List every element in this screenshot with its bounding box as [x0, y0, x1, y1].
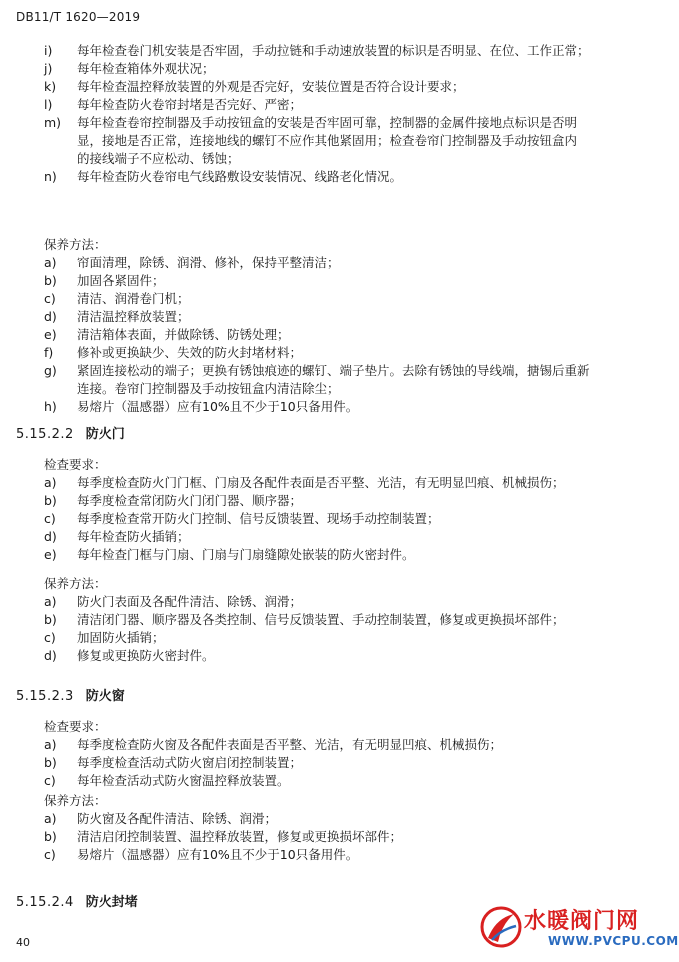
list-item-label: f) [44, 345, 54, 360]
list-item-label: b) [44, 493, 57, 508]
list-item-label: c) [44, 773, 56, 788]
section-heading-fire-sealing [16, 894, 138, 912]
list-item-text: 清洁、润滑卷门机； [77, 291, 190, 306]
section-number: 5.15.2.4 [16, 895, 74, 910]
list-item-label: i) [44, 43, 53, 58]
list-item-text: 每季度检查常闭防火门闭门器、顺序器； [77, 493, 303, 508]
list-item-label: c) [44, 511, 56, 526]
list-item-text: 每年检查卷帘控制器及手动按钮盒的安装是否牢固可靠，控制器的金属件接地点标识是否明 [77, 115, 578, 130]
section-title: 防火窗 [85, 689, 125, 704]
list-item-label: a) [44, 475, 57, 490]
list-item-text: 清洁温控释放装置； [77, 309, 190, 324]
list-item-text: 清洁闭门器、顺序器及各类控制、信号反馈装置、手动控制装置，修复或更换损坏部件； [77, 612, 565, 627]
list-item-text: 每年检查卷门机安装是否牢固，手动拉链和手动速放装置的标识是否明显、在位、工作正常； [77, 43, 590, 58]
maintenance-heading: 保养方法： [44, 576, 107, 591]
list-item-label: d) [44, 529, 57, 544]
list-item-label: j) [44, 61, 53, 76]
list-item-text: 加固各紧固件； [77, 273, 165, 288]
list-item-text: 每年检查防火卷帘电气线路敷设安装情况、线路老化情况。 [77, 169, 403, 184]
watermark-logo [478, 900, 679, 958]
list-item-label: b) [44, 612, 57, 627]
list-item-label: n) [44, 169, 57, 184]
list-item-text: 防火窗及各配件清洁、除锈、润滑； [77, 811, 278, 826]
list-item-text: 修补或更换缺少、失效的防火封堵材料； [77, 345, 303, 360]
section-title: 防火门 [85, 427, 125, 442]
pvcpu-logo-icon [478, 904, 524, 950]
document-id-header: DB11/T 1620—2019 [16, 10, 141, 24]
list-item-label: k) [44, 79, 57, 94]
check-requirements-heading: 检查要求： [44, 719, 107, 734]
list-item-label: b) [44, 273, 57, 288]
list-item-label: e) [44, 547, 57, 562]
list-item-label: m) [44, 115, 62, 130]
list-item-text: 显，接地是否正常，连接地线的螺钉不应作其他紧固用；检查卷帘门控制器及手动按钮盒内 [77, 133, 578, 148]
section-number: 5.15.2.3 [16, 689, 74, 704]
section-title: 防火封堵 [85, 895, 138, 910]
list-item-label: g) [44, 363, 57, 378]
list-item-label: e) [44, 327, 57, 342]
list-item-text: 每季度检查常开防火门控制、信号反馈装置、现场手动控制装置； [77, 511, 440, 526]
list-item-label: a) [44, 737, 57, 752]
check-requirements-heading: 检查要求： [44, 457, 107, 472]
list-item-text: 帘面清理，除锈、润滑、修补，保持平整清洁； [77, 255, 340, 270]
list-item-label: c) [44, 291, 56, 306]
list-item-text: 修复或更换防火密封件。 [77, 648, 215, 663]
list-item-label: c) [44, 847, 56, 862]
list-item-label: d) [44, 309, 57, 324]
watermark-url: WWW.PVCPU.COM [548, 934, 679, 948]
list-item-text: 防火门表面及各配件清洁、除锈、润滑； [77, 594, 303, 609]
list-item-label: h) [44, 399, 57, 414]
list-item-text: 每年检查防火插销； [77, 529, 190, 544]
list-item-label: l) [44, 97, 53, 112]
page-number: 40 [16, 936, 30, 949]
list-item-text: 连接。卷帘门控制器及手动按钮盒内清洁除尘； [77, 381, 340, 396]
list-item-text: 清洁启闭控制装置、温控释放装置，修复或更换损坏部件； [77, 829, 403, 844]
list-item-label: a) [44, 255, 57, 270]
list-item-text: 每年检查箱体外观状况； [77, 61, 215, 76]
list-item-text: 每年检查防火卷帘封堵是否完好、严密； [77, 97, 303, 112]
watermark-name: 水暖阀门网 [524, 909, 640, 934]
section-heading-fire-door [16, 426, 125, 444]
list-item-text: 易熔片（温感器）应有10%且不少于10只备用件。 [77, 847, 359, 862]
section-heading-fire-window [16, 688, 125, 706]
list-item-label: b) [44, 755, 57, 770]
list-item-label: c) [44, 630, 56, 645]
list-item-text: 的接线端子不应松动、锈蚀； [77, 151, 240, 166]
list-item-text: 紧固连接松动的端子；更换有锈蚀痕迹的螺钉、端子垫片。去除有锈蚀的导线端，搪锡后重新 [77, 363, 590, 378]
list-item-text: 每年检查门框与门扇、门扇与门扇缝隙处嵌装的防火密封件。 [77, 547, 415, 562]
list-item-label: a) [44, 811, 57, 826]
list-item-label: b) [44, 829, 57, 844]
list-item-text: 每季度检查防火窗及各配件表面是否平整、光洁，有无明显凹痕、机械损伤； [77, 737, 503, 752]
list-item-text: 清洁箱体表面，并做除锈、防锈处理； [77, 327, 290, 342]
section-number: 5.15.2.2 [16, 427, 74, 442]
list-item-label: a) [44, 594, 57, 609]
list-item-text: 每季度检查防火门门框、门扇及各配件表面是否平整、光洁，有无明显凹痕、机械损伤； [77, 475, 565, 490]
list-item-text: 易熔片（温感器）应有10%且不少于10只备用件。 [77, 399, 359, 414]
list-item-text: 每年检查温控释放装置的外观是否完好，安装位置是否符合设计要求； [77, 79, 465, 94]
maintenance-heading: 保养方法： [44, 793, 107, 808]
list-item-text: 加固防火插销； [77, 630, 165, 645]
list-item-text: 每年检查活动式防火窗温控释放装置。 [77, 773, 290, 788]
maintenance-heading: 保养方法： [44, 237, 107, 252]
list-item-text: 每季度检查活动式防火窗启闭控制装置； [77, 755, 303, 770]
list-item-label: d) [44, 648, 57, 663]
